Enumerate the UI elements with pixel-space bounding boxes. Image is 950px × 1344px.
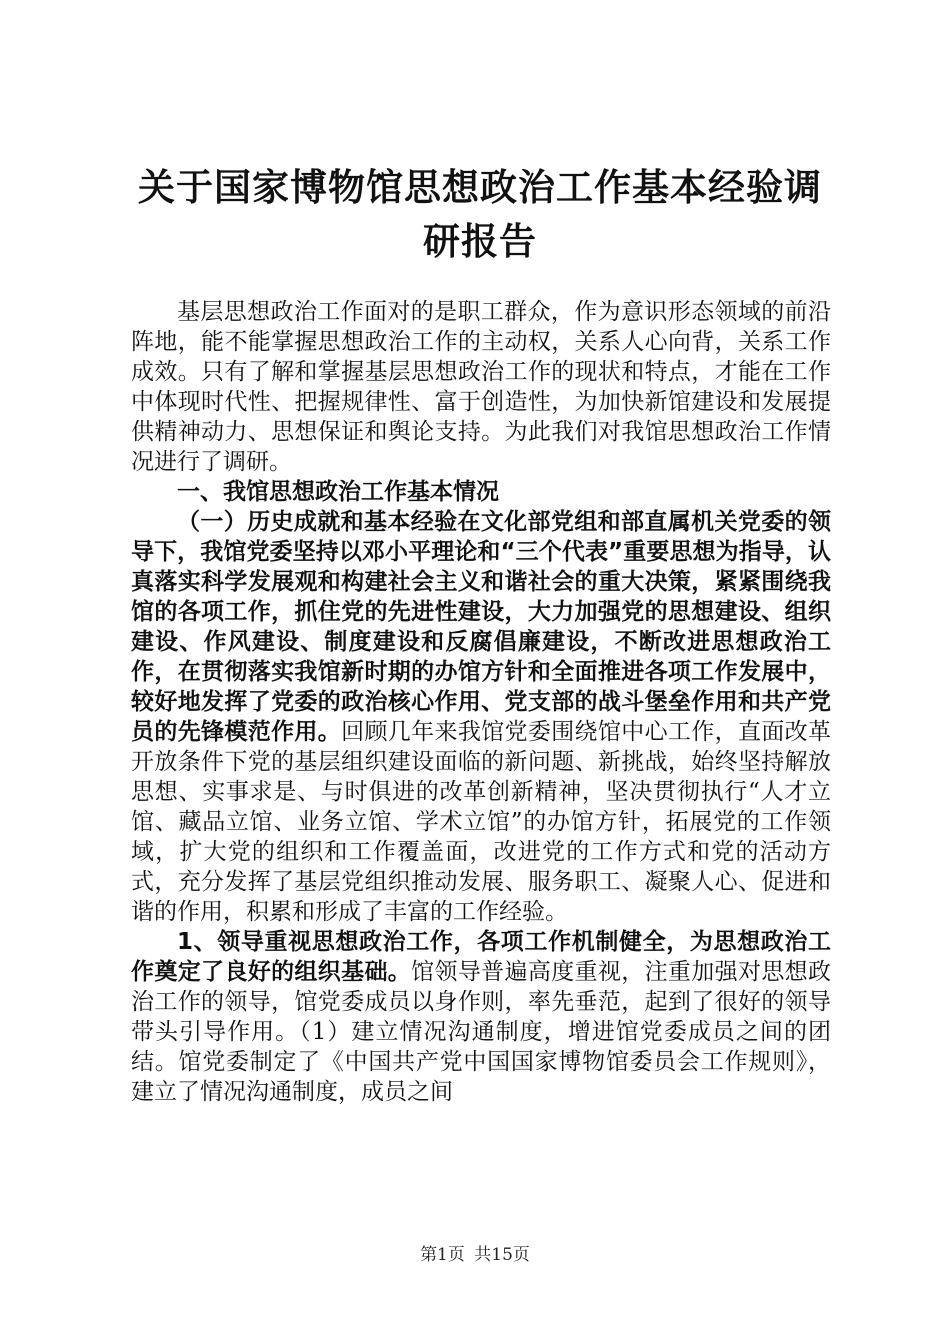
intro-paragraph: 基层思想政治工作面对的是职工群众，作为意识形态领域的前沿阵地，能不能掌握思想政治工作的主动权，关系人心向背，关系工作成效。只有了解和掌握基层思想政治工作的现状和特点，才能在工作中体现时代性、把握规律性、富于创造性，为加快新馆建设和发展提供精神动力、思想保证和舆论支持。为此我们对我馆思想政治工作情况进行了调研。 [131,299,831,475]
page-total: 共15页 [474,1245,530,1265]
paragraph-lead: （一）历史成就和基本经验在文化部党组和部直属机关党委的领导下，我馆党委坚持以邓小平理论和“三个代表”重要思想为指导，认真落实科学发展观和构建社会主义和谐社会的重大决策，紧紧围绕我馆的各项工作，抓住党的先进性建设，大力加强党的思想建设、组织建设、作风建设、制度建设和反腐倡廉建设，不断改进思想政治工作，在贯彻落实我馆新时期的办馆方针和全面推进各项工作发展中，较好地发挥了党委的政治核心作用、党支部的战斗堡垒作用和共产党员的先锋模范作用。 [131,509,831,745]
paragraph-text: 回顾几年来我馆党委围绕馆中心工作，直面改革开放条件下党的基层组织建设面临的新问题、新挑战，始终坚持解放思想、实事求是、与时俱进的改革创新精神，坚决贯彻执行“人才立馆、藏品立馆、业务立馆、学术立馆”的办馆方针，拓展党的工作领域，扩大党的组织和工作覆盖面，改进党的工作方式和党的活动方式，充分发挥了基层党组织推动发展、服务职工、凝聚人心、促进和谐的作用，积累和形成了丰富的工作经验。 [131,719,832,925]
paragraph-lead: 1、领导重视思想政治工作，各项工作机制健全，为思想政治工作奠定了良好的组织基础。 [131,929,831,985]
paragraph-text: 馆领导普遍高度重视，注重加强对思想政治工作的领导，馆党委成员以身作则，率先垂范，起到了很好的领导带头引导作用。（1）建立情况沟通制度，增进馆党委成员之间的团结。馆党委制定了《中国共产党中国国家博物馆委员会工作规则》，建立了情况沟通制度，成员之间 [131,959,832,1105]
page-number: 第1页 [420,1245,465,1265]
section-paragraph [131,507,831,927]
document-title: 关于国家博物馆思想政治工作基本经验调研报告 [138,165,822,263]
document-body [131,297,831,1107]
section-heading: 一、我馆思想政治工作基本情况 [177,479,499,505]
section-paragraph [131,927,831,1107]
page-footer [0,1240,950,1265]
